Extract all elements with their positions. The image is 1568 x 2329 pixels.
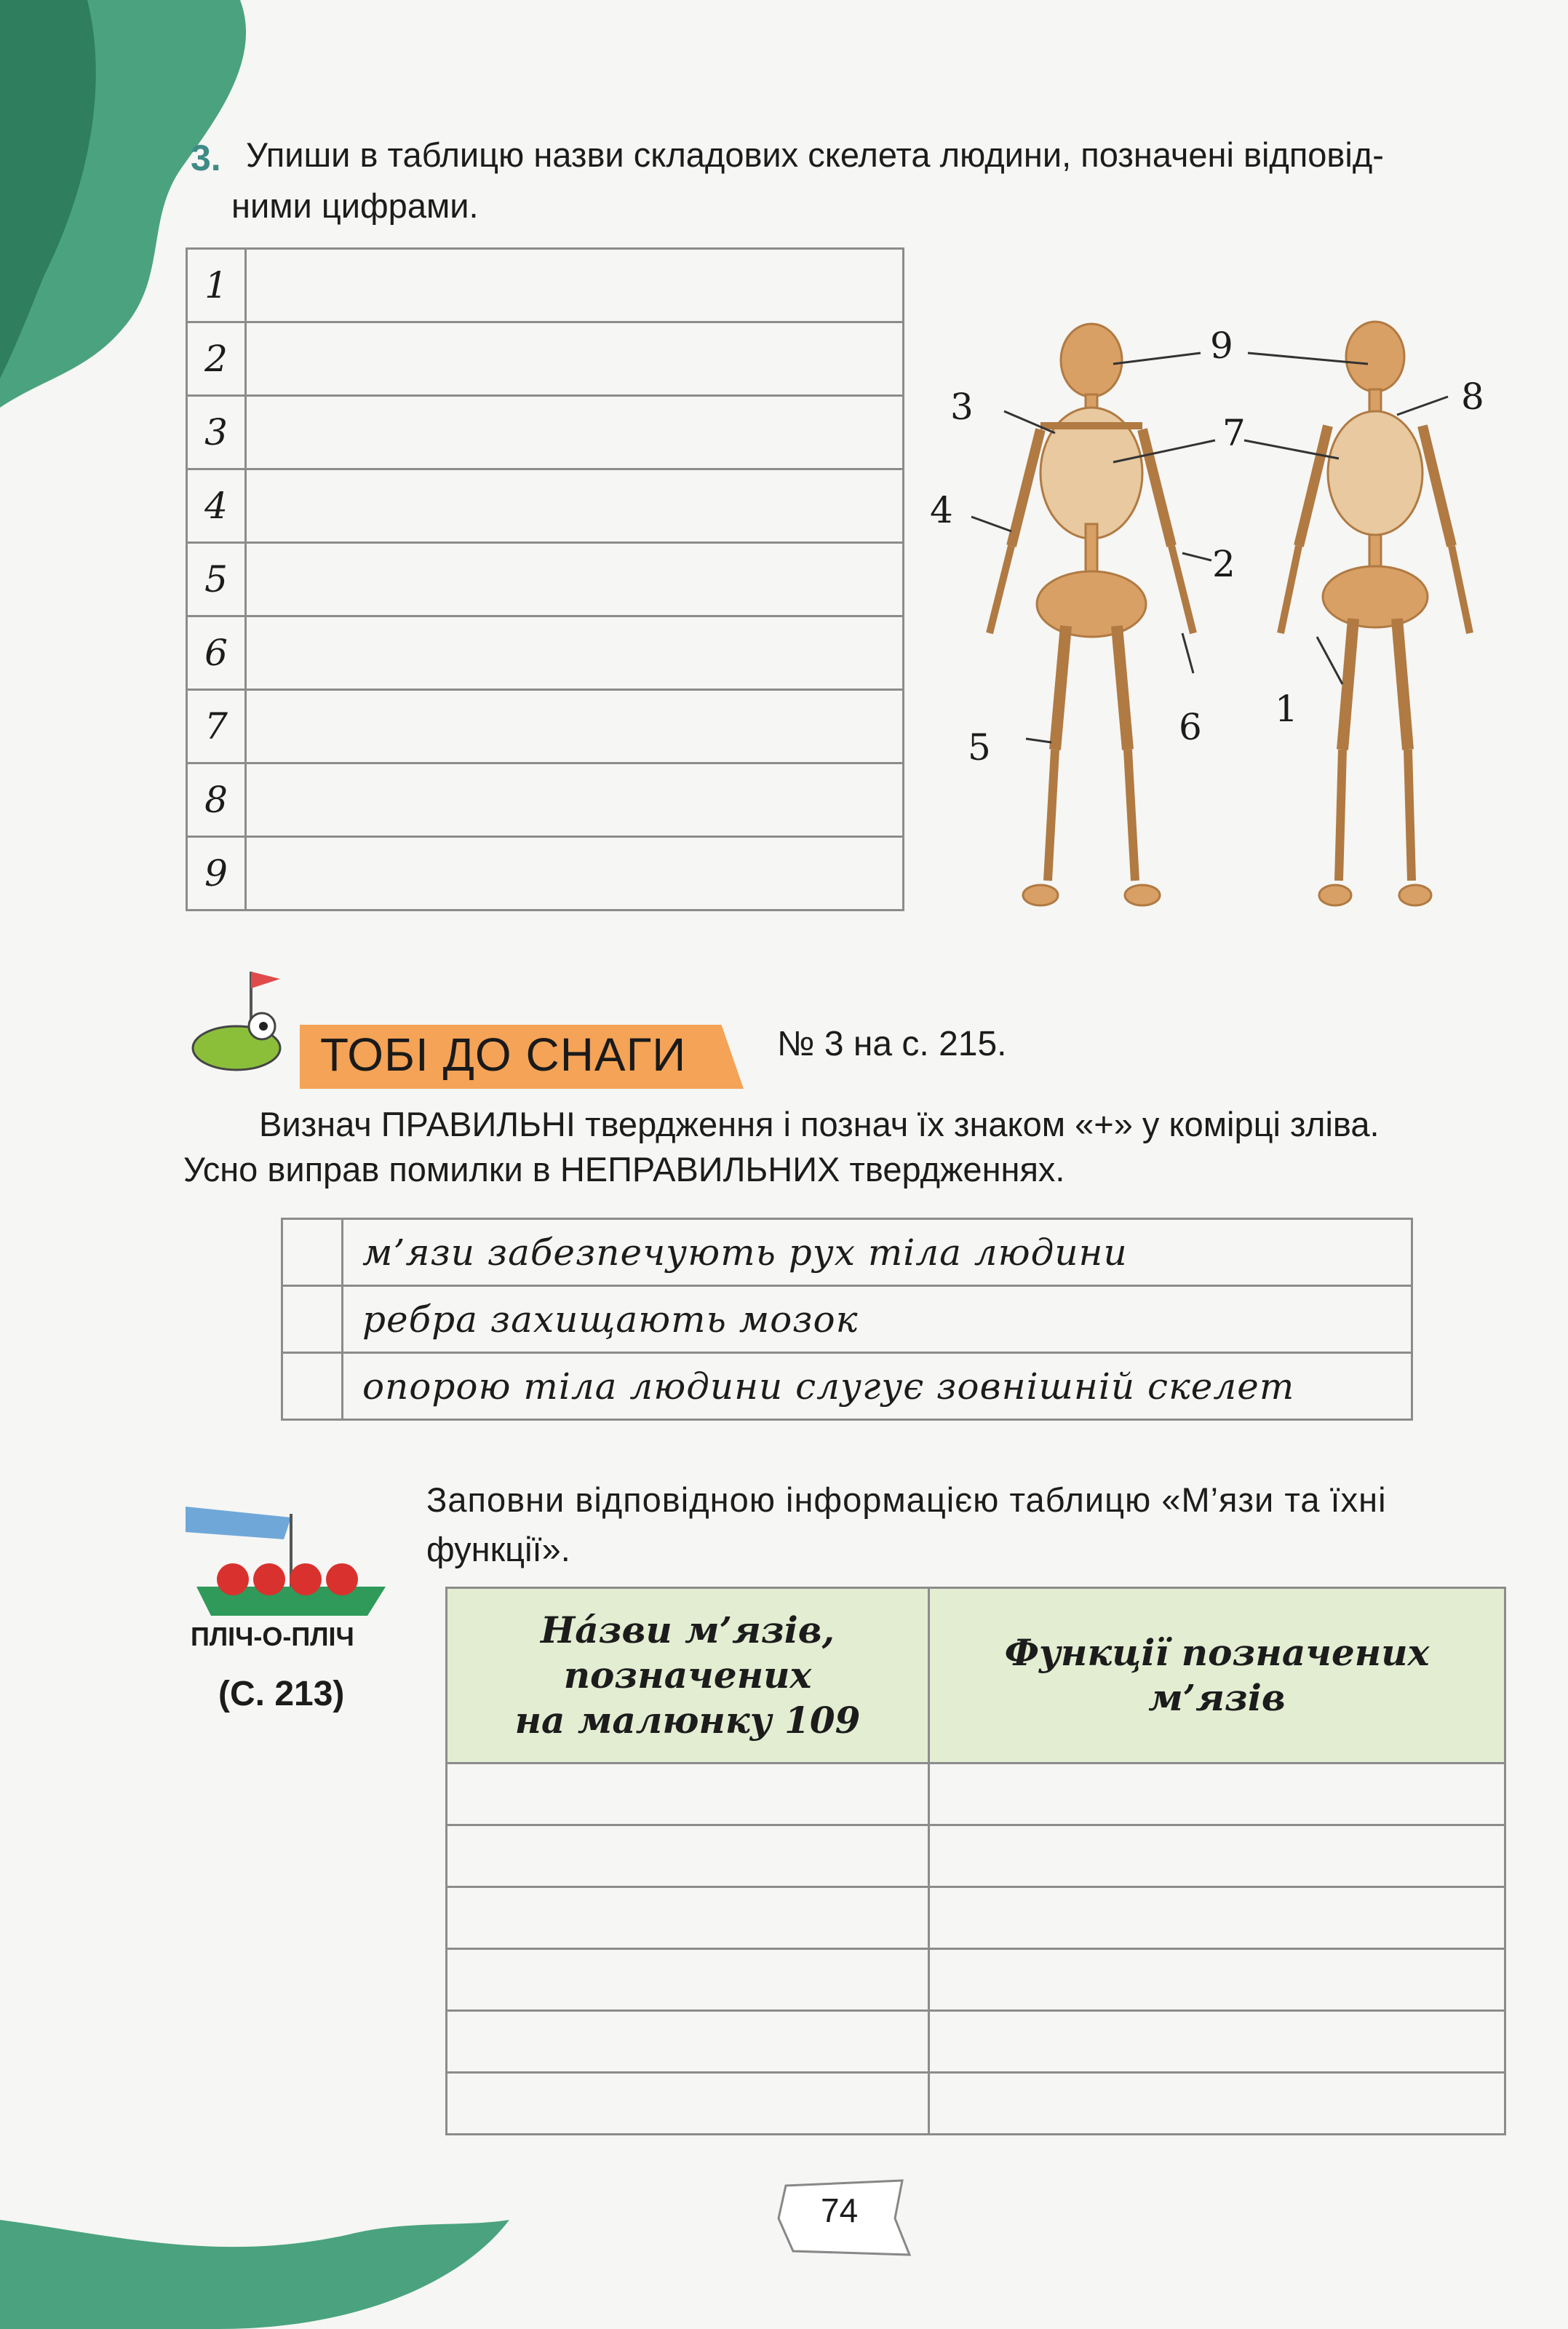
skeleton-label-2: 2	[1212, 543, 1235, 585]
skeleton-parts-table	[186, 247, 904, 911]
row-number: 8	[187, 763, 246, 837]
skeleton-label-7: 7	[1222, 412, 1246, 454]
tobi-banner-title: ТОБІ ДО СНАГИ	[320, 1028, 687, 1081]
plich-badge: ПЛІЧ-О-ПЛІЧ	[191, 1622, 354, 1651]
tobi-reference: № 3 на с. 215.	[777, 1025, 1007, 1063]
table-row	[187, 469, 904, 543]
skeleton-label-5: 5	[968, 726, 991, 769]
row-number: 9	[187, 837, 246, 910]
skeleton-label-9: 9	[1210, 325, 1233, 367]
table-row	[187, 543, 904, 616]
page-number: 74	[821, 2191, 859, 2229]
plich-instruction-line1: Заповни відповідною інформацією таблицю «М’язи та їхні	[426, 1480, 1387, 1519]
bug-mascot-icon	[182, 968, 306, 1084]
row-number: 2	[187, 322, 246, 396]
answer-cell[interactable]	[246, 763, 904, 837]
table-row	[187, 396, 904, 469]
skeleton-label-4: 4	[930, 489, 953, 531]
muscles-col-header-functions: Функції позначених м’язів	[929, 1588, 1505, 1763]
table-row	[187, 763, 904, 837]
plich-reference: (С. 213)	[218, 1675, 345, 1713]
plich-instruction-line2: функції».	[426, 1530, 570, 1568]
statement-text: опорою тіла людини слугує зовнішній скелет	[343, 1353, 1412, 1420]
row-number: 4	[187, 469, 246, 543]
task3-instruction-line2: ними цифрами.	[231, 186, 479, 225]
table-row	[187, 616, 904, 690]
table-row	[447, 2073, 1505, 2135]
skeleton-label-6: 6	[1179, 706, 1202, 748]
tobi-instruction-line1: Визнач ПРАВИЛЬНІ твердження і познач їх знаком «+» у комірці зліва.	[259, 1105, 1380, 1143]
skeleton-label-3: 3	[950, 386, 974, 428]
table-row	[447, 1949, 1505, 2011]
muscles-col-header-names: Нáзви м’язів, позначених на малюнку 109	[447, 1588, 929, 1763]
answer-cell[interactable]	[246, 690, 904, 763]
answer-cell[interactable]	[246, 322, 904, 396]
boat-mascots-icon	[182, 1499, 400, 1623]
answer-cell[interactable]	[246, 249, 904, 322]
skeleton-label-8: 8	[1461, 376, 1484, 418]
task3-instruction-line1: Упиши в таблицю назви складових скелета людини, позначені відповід-	[246, 135, 1384, 174]
mark-cell[interactable]	[282, 1286, 343, 1353]
table-row	[447, 2011, 1505, 2073]
table-row	[282, 1353, 1412, 1420]
task-number: 3.	[191, 138, 221, 178]
table-row	[187, 322, 904, 396]
table-row	[447, 1887, 1505, 1949]
answer-cell[interactable]	[246, 469, 904, 543]
mark-cell[interactable]	[282, 1353, 343, 1420]
answer-cell[interactable]	[246, 543, 904, 616]
table-row	[447, 1763, 1505, 1825]
mark-cell[interactable]	[282, 1219, 343, 1286]
muscles-functions-table	[445, 1587, 1506, 2135]
row-number: 5	[187, 543, 246, 616]
statement-text: ребра захищають мозок	[343, 1286, 1412, 1353]
answer-cell[interactable]	[246, 837, 904, 910]
tobi-instruction-line2: Усно виправ помилки в НЕПРАВИЛЬНИХ твердженнях.	[183, 1150, 1065, 1189]
row-number: 3	[187, 396, 246, 469]
green-leaf-decoration-bottom	[0, 2176, 509, 2329]
row-number: 1	[187, 249, 246, 322]
row-number: 6	[187, 616, 246, 690]
answer-cell[interactable]	[246, 396, 904, 469]
table-row	[187, 690, 904, 763]
table-row	[282, 1219, 1412, 1286]
statement-text: м’язи забезпечують рух тіла людини	[343, 1219, 1412, 1286]
table-row	[187, 249, 904, 322]
table-row	[447, 1825, 1505, 1887]
table-row	[187, 837, 904, 910]
answer-cell[interactable]	[246, 616, 904, 690]
skeleton-label-1: 1	[1275, 688, 1298, 730]
table-row	[282, 1286, 1412, 1353]
row-number: 7	[187, 690, 246, 763]
statements-table	[281, 1218, 1413, 1421]
skeleton-illustration	[931, 306, 1513, 932]
